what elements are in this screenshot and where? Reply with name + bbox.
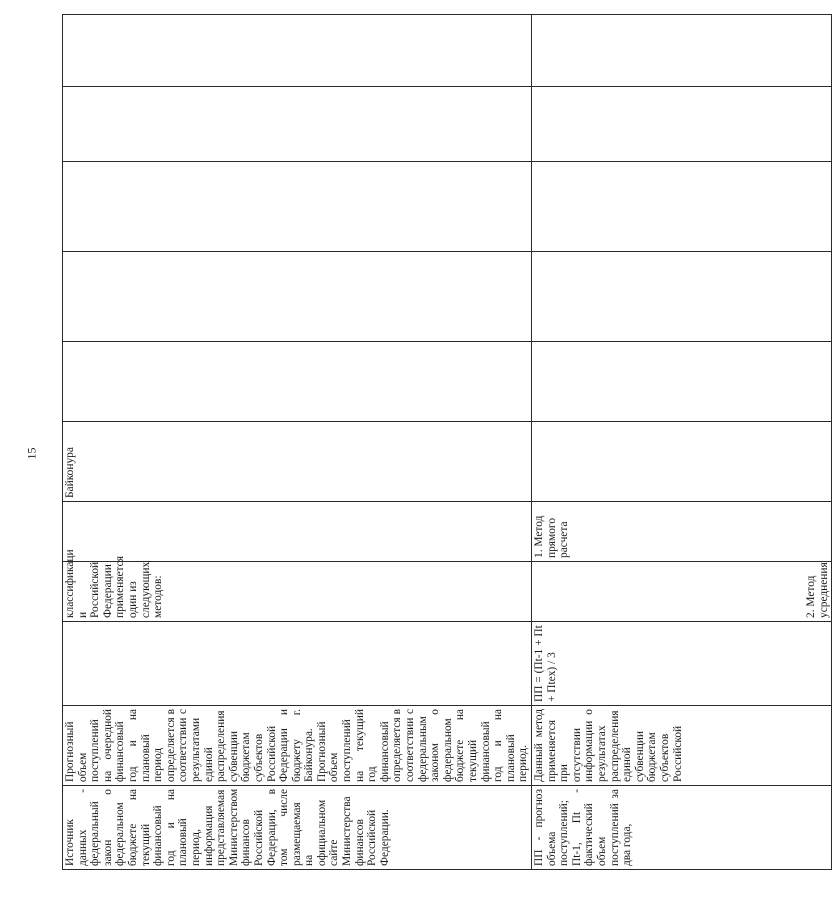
source-cell-method-1: Источник данных - федеральный закон о федеральном бюджете на текущий финансовый год и на плановый период, информация представляемая Министерством финансов Российской Федерации, в том числе размещаемая на официальном сайте Министерства финансов Российской Федерации. xyxy=(63,786,532,870)
empty-cell xyxy=(531,15,831,87)
page-number: 15 xyxy=(24,447,39,460)
formula-cell-method-2: ПП = (Пt-1 + Пt + Пtex) / 3 xyxy=(531,622,831,706)
method-name-cell xyxy=(531,562,831,622)
classification-cell: классификаци и Российской Федерации применяется один из следующих методов: xyxy=(63,562,532,622)
empty-cell xyxy=(63,342,532,422)
table-row-top xyxy=(63,15,532,870)
empty-cell xyxy=(63,87,532,162)
formula-cell-method-1 xyxy=(63,622,532,706)
method-name-2: 2. Метод усреднения xyxy=(804,562,830,618)
empty-cell xyxy=(531,162,831,252)
empty-cell xyxy=(63,502,532,562)
empty-cell xyxy=(63,252,532,342)
empty-cell xyxy=(531,87,831,162)
name-cell-baikonur: Байконура xyxy=(63,422,532,502)
description-cell-method-2: Данный метод применяется при отсутствии информации о результатах распределения единой субвенции бюджетам субъектов Российской xyxy=(531,706,831,786)
source-cell-method-2: ПП - прогноз объема поступлений; Пt-1, Пt - фактический объем поступлений за два года, xyxy=(531,786,831,870)
empty-cell xyxy=(63,162,532,252)
empty-cell xyxy=(531,422,831,502)
method-name-cell: 1. Метод прямого расчета xyxy=(531,502,831,562)
table-row-methods xyxy=(531,15,831,870)
rotated-table-container xyxy=(62,15,830,870)
empty-cell xyxy=(63,15,532,87)
empty-cell xyxy=(531,252,831,342)
method-name-spacer xyxy=(533,565,805,618)
methods-table xyxy=(62,14,832,870)
empty-cell xyxy=(531,342,831,422)
document-table-frame xyxy=(62,15,830,870)
description-cell-method-1: Прогнозный объем поступлений на очередной финансовый год и на плановый период определяется в соответствии с результатами единой распределения субвенции бюджетам субъектов Российской Федерации и бюджету г. Байконура. Прогнозный объем поступлений на текущий год финансовый определяется в соответствии с федеральным законом о федеральном бюджете на текущий финансовый год и на плановый период. xyxy=(63,706,532,786)
